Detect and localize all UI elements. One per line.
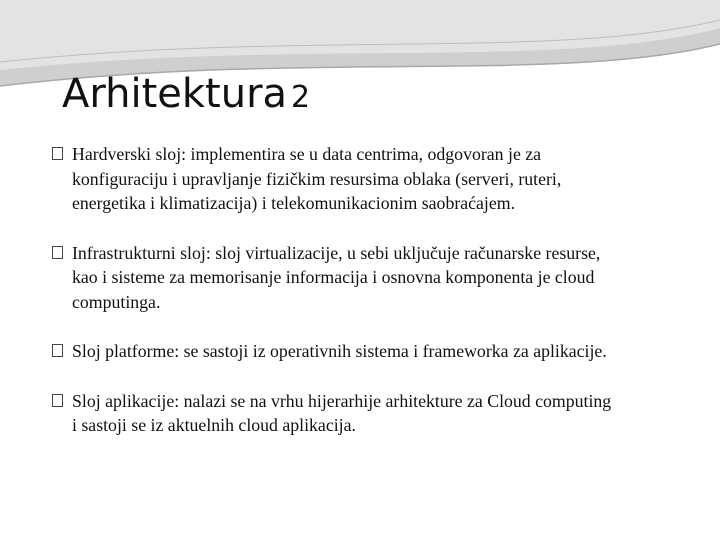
bullet-platform-layer bbox=[52, 339, 612, 364]
box-bullet-icon bbox=[52, 147, 63, 160]
slide-title bbox=[62, 70, 310, 122]
bullet-text: Hardverski sloj: implementira se u data centrima, odgovoran je za konfiguraciju i upravljanje fizičkim resursima oblaka (serveri, ruteri, energetika i klimatizacija) i telekomunikacionim saobraćajem. bbox=[72, 144, 562, 213]
box-bullet-icon bbox=[52, 246, 63, 259]
slide-title-text: Arhitektura bbox=[62, 71, 288, 117]
bullet-infrastructure-layer bbox=[52, 241, 612, 315]
box-bullet-icon bbox=[52, 344, 63, 357]
bullet-text: Sloj aplikacije: nalazi se na vrhu hijerarhije arhitekture za Cloud computing i sastoji se iz aktuelnih cloud aplikacija. bbox=[72, 390, 612, 435]
bullet-text: Sloj platforme: se sastoji iz operativnih sistema i frameworka za aplikacije. bbox=[72, 341, 607, 361]
slide-title-number: 2 bbox=[291, 80, 311, 115]
bullet-application-layer bbox=[52, 389, 612, 438]
bullet-text: Infrastrukturni sloj: sloj virtualizacije, u sebi uključuje računarske resurse, kao i sisteme za memorisanje informacija i osnovna komponenta je cloud computinga. bbox=[72, 242, 601, 312]
bullet-hardware-layer bbox=[52, 142, 612, 216]
box-bullet-icon bbox=[52, 394, 63, 407]
bullet-list bbox=[52, 142, 612, 463]
